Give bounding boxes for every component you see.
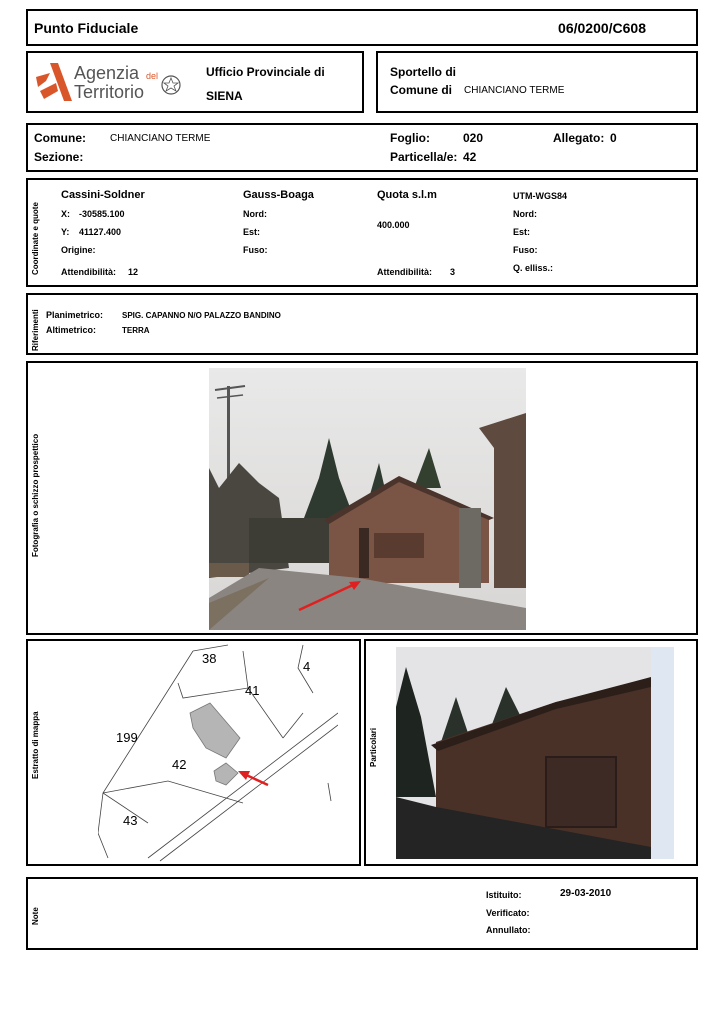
site-photo [209,368,526,630]
cassini-y-value: 41127.400 [79,227,122,237]
istituito-label: Istituito: [486,890,522,900]
sportello-line2: Comune di [390,83,452,97]
particolari-side-label: Particolari [369,727,378,767]
sportello-line1: Sportello di [390,65,456,79]
note-box [26,877,698,950]
altimetrico-value: TERRA [122,326,150,335]
cassini-origine-label: Origine: [61,245,96,255]
header-box [26,9,698,46]
verificato-label: Verificato: [486,908,530,918]
riferimenti-box [26,293,698,355]
utm-nord-label: Nord: [513,209,537,219]
istituito-value: 29-03-2010 [560,888,612,899]
location-box [26,123,698,172]
parcel-43: 43 [123,813,138,828]
cadastral-map [98,643,338,863]
comune-value: CHIANCIANO TERME [110,133,211,144]
mappa-box [26,639,361,866]
foto-box [26,361,698,635]
document-code: 06/0200/C608 [558,20,646,36]
quota-value: 400.000 [377,220,410,230]
coordinates-box [26,178,698,287]
gauss-est-label: Est: [243,227,261,237]
comune-label: Comune: [34,131,86,145]
page-title: Punto Fiduciale [34,20,139,36]
parcel-38: 38 [202,651,217,666]
cassini-x-value: -30585.100 [79,209,125,219]
cassini-att-value: 12 [128,267,139,277]
ufficio-label: Ufficio Provinciale di [206,65,325,79]
office-box [26,51,364,113]
agency-logo [36,61,186,105]
utm-ellis-label: Q. elliss.: [513,263,554,273]
quota-att-value: 3 [450,267,456,277]
ufficio-value: SIENA [206,89,243,103]
particella-label: Particella/e: [390,150,458,164]
parcel-199: 199 [116,730,138,745]
utm-est-label: Est: [513,227,531,237]
republic-emblem-icon [160,73,182,97]
altimetrico-label: Altimetrico: [46,325,97,335]
utm-fuso-label: Fuso: [513,245,538,255]
cassini-att-label: Attendibilità: [61,267,116,277]
sportello-comune: CHIANCIANO TERME [464,85,565,96]
gauss-fuso-label: Fuso: [243,245,268,255]
agency-logo-icon [36,63,72,101]
gauss-nord-label: Nord: [243,209,267,219]
logo-word-territorio: Territorio [74,82,145,102]
annullato-label: Annullato: [486,925,531,935]
parcel-41: 41 [245,683,260,698]
planimetrico-label: Planimetrico: [46,310,104,320]
sportello-box [376,51,698,113]
parcel-42: 42 [172,757,187,772]
quota-att-label: Attendibilità: [377,267,432,277]
particella-value: 42 [463,150,477,164]
detail-photo [396,647,674,859]
cassini-title: Cassini-Soldner [61,189,145,201]
mappa-side-label: Estratto di mappa [31,711,40,779]
quota-title: Quota s.l.m [377,189,437,201]
foto-side-label: Fotografia o schizzo prospettico [31,433,40,557]
allegato-value: 0 [610,131,617,145]
foglio-label: Foglio: [390,131,430,145]
particolari-box [364,639,698,866]
note-side-label: Note [31,907,40,925]
riferimenti-side-label: Riferimenti [31,309,40,351]
allegato-label: Allegato: [553,131,605,145]
planimetrico-value: SPIG. CAPANNO N/O PALAZZO BANDINO [122,311,281,320]
utm-title: UTM-WGS84 [513,191,567,201]
foglio-value: 020 [463,131,484,145]
logo-word-del: del [146,71,159,81]
coordinates-side-label: Coordinate e quote [31,202,40,275]
gauss-title: Gauss-Boaga [243,189,314,201]
cassini-x-label: X: [61,209,70,219]
parcel-4: 4 [303,659,311,674]
sezione-label: Sezione: [34,150,84,164]
cassini-y-label: Y: [61,227,70,237]
logo-word-agenzia: Agenzia [74,63,140,83]
